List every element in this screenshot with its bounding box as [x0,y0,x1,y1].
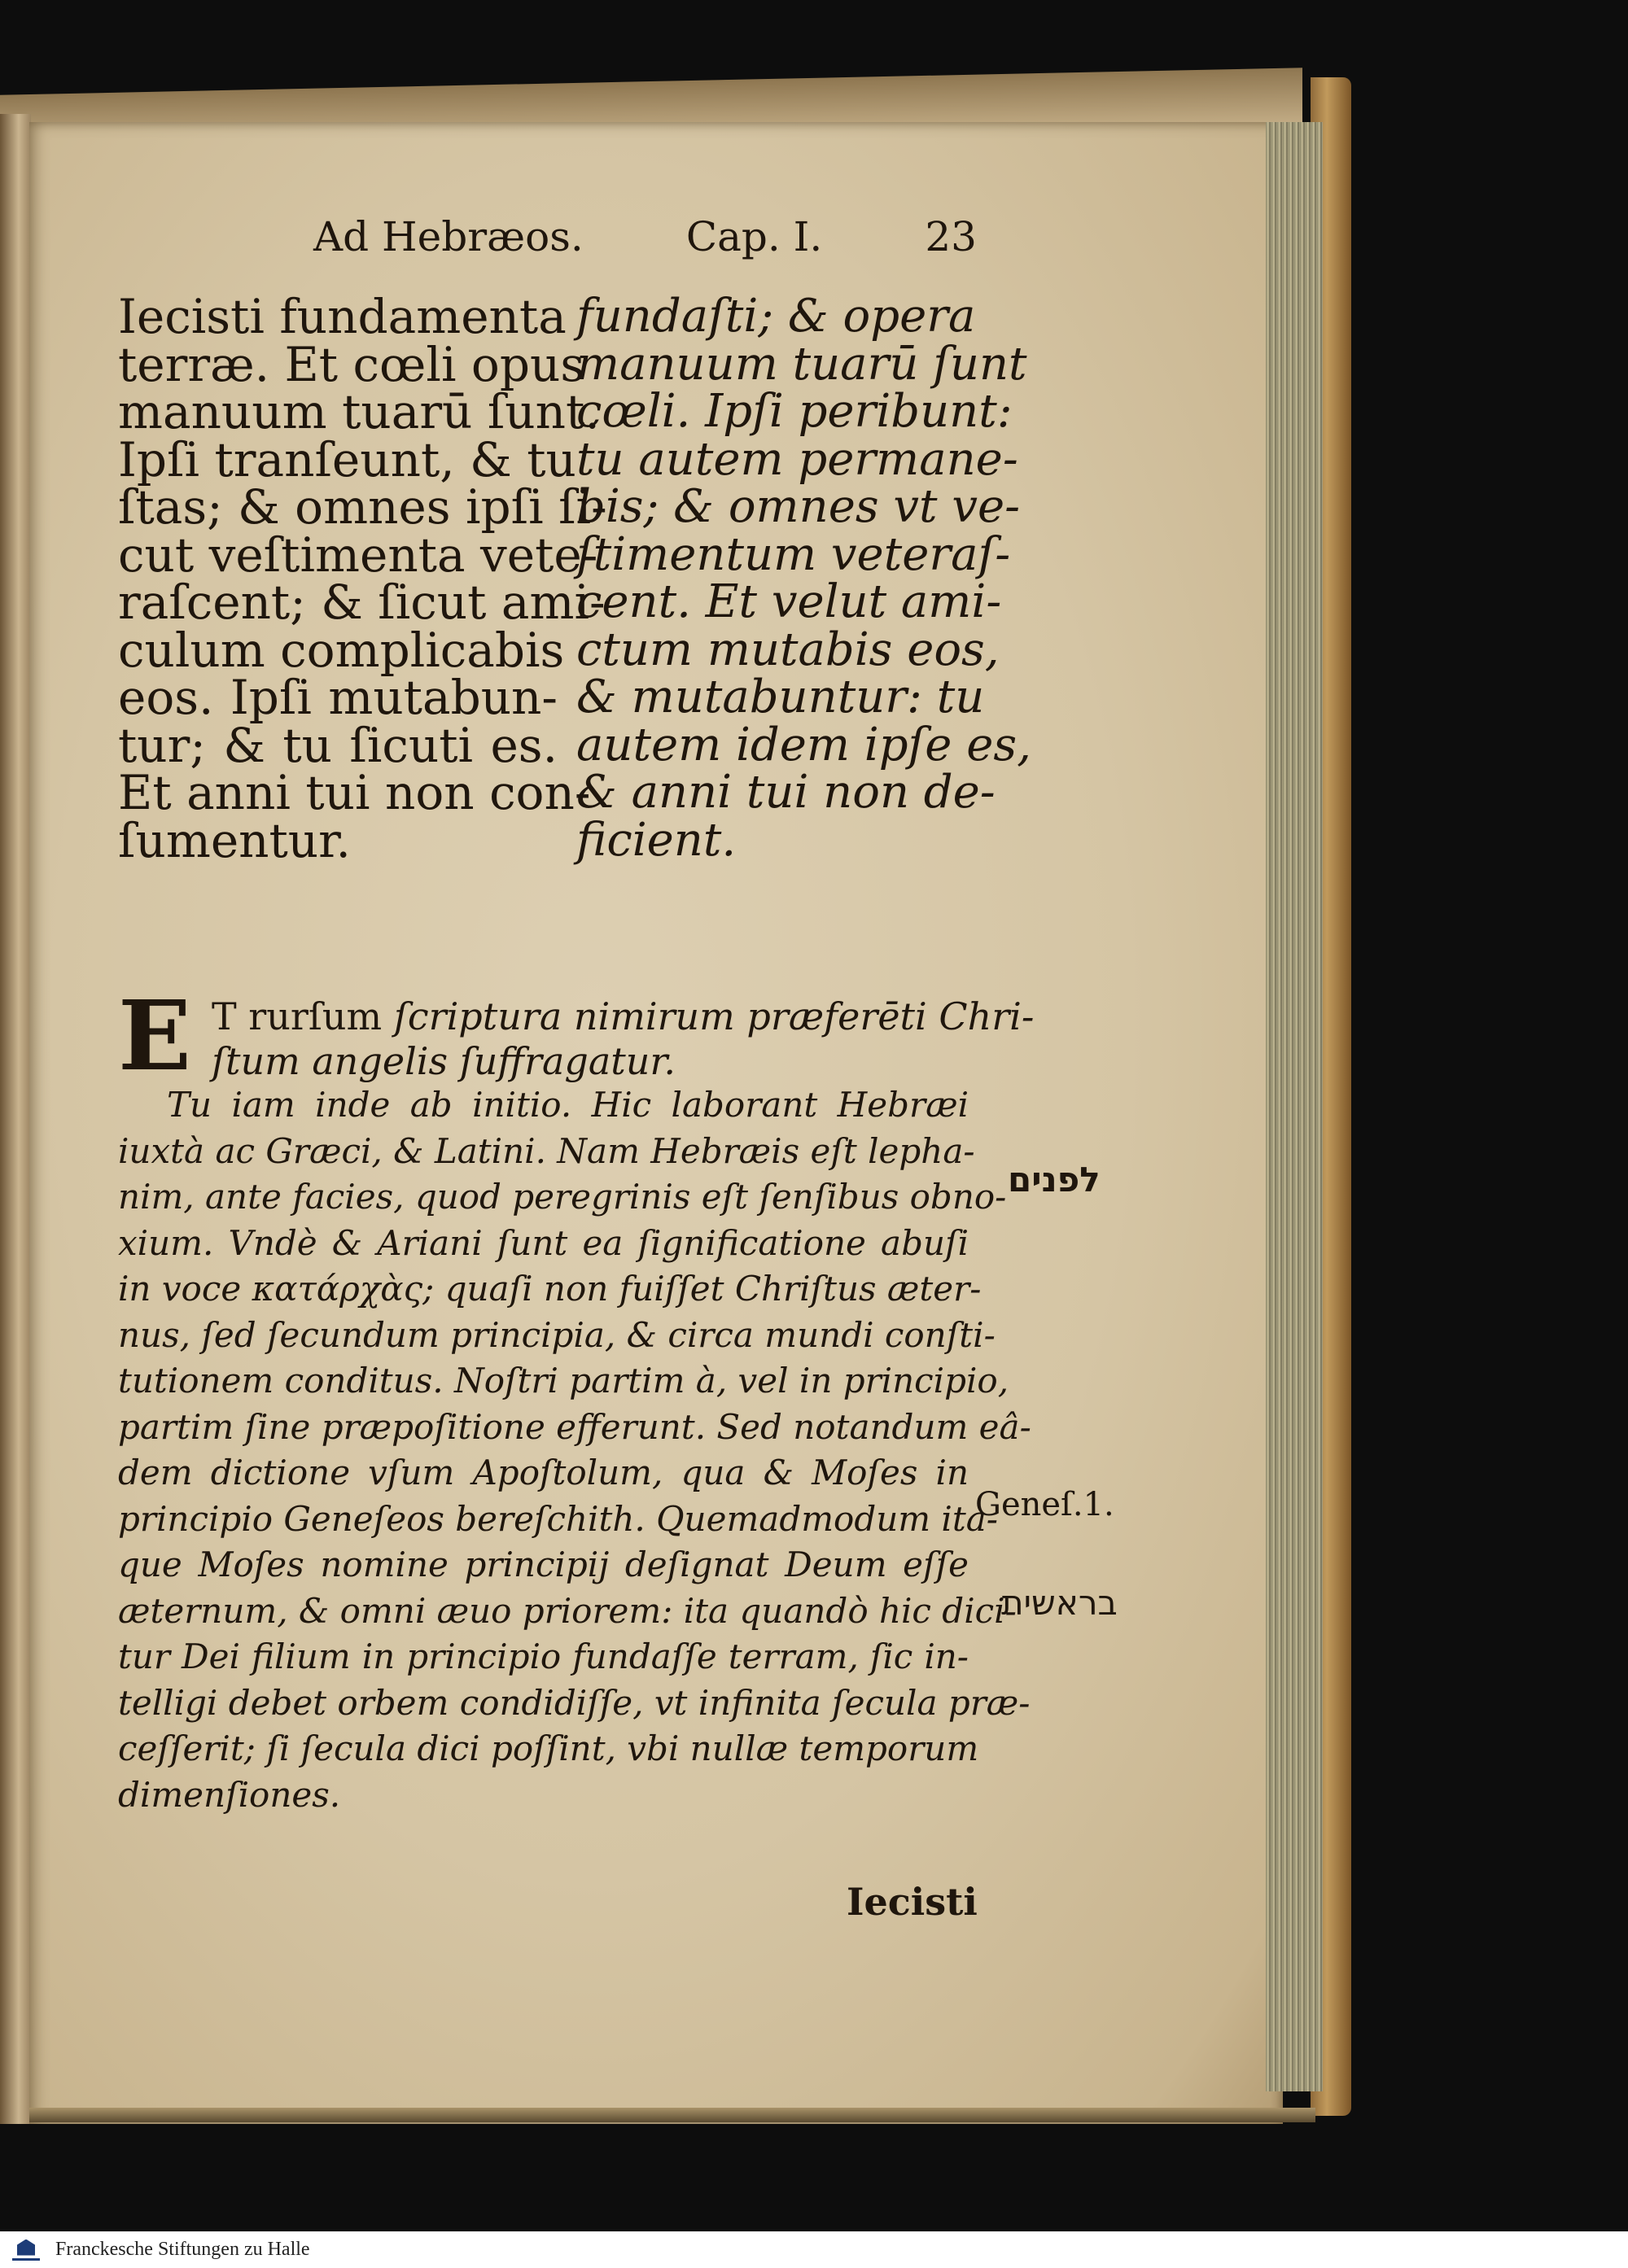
scripture-left-line: ſtas; & omnes ipſi ſi- [118,479,607,535]
chapter-label: Cap. I. [685,213,823,260]
scripture-left-line: eos. Ipſi mutabun- [118,670,558,725]
margin-genesis-reference: Geneſ.1. [975,1486,1114,1523]
commentary-line: iuxtà ac Græci, & Latini. Nam Hebræis eſt lepha- [118,1130,975,1171]
commentary-line: telligi debet orbem condidiſſe, vt infinita ſecula præ- [118,1682,1031,1723]
margin-hebrew-bereshith: בראשית [1001,1583,1118,1623]
paragraph-et-rursum [212,994,1035,1084]
commentary-line: partim ſine præpoſitione efferunt. Sed notandum eâ- [118,1406,1031,1447]
scripture-left-line: raſcent; & ſicut ami- [118,575,606,630]
book-cover-bottom [29,2108,1315,2122]
footer-institution-name: Franckesche Stiftungen zu Halle [55,2239,310,2260]
scripture-right-line: ctum mutabis eos, [576,623,1000,676]
footer-bar [0,2231,1628,2268]
commentary-line: tur Dei filium in principio fundaſſe terram, ſic in- [118,1637,969,1676]
commentary-line: que Moſes nomine principij deſignat Deum eſſe [118,1545,969,1584]
margin-hebrew-lephanim: לפנים [1008,1160,1101,1200]
commentary-line: nus, ſed ſecundum principia, & circa mundi conſti- [118,1314,996,1355]
scripture-right-line: tu autem permane- [576,432,1018,486]
scripture-right-line: fundaſti; & opera [576,290,976,343]
scripture-right-column [576,290,1031,867]
page-number: 23 [925,213,977,260]
scripture-left-line: Iecisti fundamenta [118,289,567,344]
scripture-right-line: ficient. [576,813,737,867]
commentary-line: æternum, & omni æuo priorem: ita quandò hic dici- [118,1590,1017,1631]
scripture-right-line: & anni tui non de- [576,766,996,819]
scripture-right-line: bis; & omnes vt ve- [576,480,1021,533]
drop-capital: E [118,979,191,1092]
scripture-right-line: cent. Et velut ami- [576,575,1002,628]
scripture-left-line: cut veſtimenta vete- [118,527,598,583]
et-rursum-line2: ſtum angelis ſuffragatur. [212,1039,676,1083]
scripture-left-line: culum complicabis [118,622,565,678]
scripture-right-line: cœli. Ipſi peribunt: [576,385,1013,438]
et-rursum-italic: ſcriptura nimirum præferēti Chri- [393,994,1035,1038]
running-header [313,213,977,270]
scripture-left-line: manuum tuarū ſunt. [118,384,600,439]
scripture-left-line: Et anni tui non con- [118,765,591,820]
running-title: Ad Hebræos. [313,213,584,260]
commentary-line: dem dictione vſum Apoſtolum, qua & Moſes in [118,1453,969,1492]
commentary-paragraph [118,1082,1031,1818]
page-stack-edge [1266,122,1323,2091]
commentary-line: nim, ante facies, quod peregrinis eſt ſenſibus obno- [118,1177,1007,1217]
commentary-line: ceſſerit; ſi ſecula dici poſſint, vbi nullæ temporum [118,1728,979,1768]
scripture-right-line: & mutabuntur: tu [576,671,985,723]
commentary-line: xium. Vndè & Ariani ſunt ea ſignificatione abuſi [118,1222,969,1263]
book-left-page-edge [0,114,31,2124]
scripture-right-line: ſtimentum veteraſ- [576,527,1011,581]
commentary-line: tutionem conditus. Noſtri partim à, vel in principio, [118,1361,1009,1401]
scripture-right-line: autem idem ipſe es, [576,718,1031,771]
scripture-left-line: Ipſi tranſeunt, & tu [118,431,576,487]
scripture-left-column [118,289,607,868]
commentary-line: in voce κατάρχὰς; quaſi non fuiſſet Chriſtus æter- [118,1269,982,1309]
scripture-left-line: tur; & tu ſicuti es. [118,717,558,773]
institution-logo-icon [10,2236,42,2264]
scripture-left-line: ſumentur. [118,812,351,868]
scripture-left-line: terræ. Et cœli opus [118,336,585,392]
commentary-line: principio Geneſeos bereſchith. Quemadmodum ita- [118,1498,998,1539]
commentary-line: dimenſiones. [118,1774,341,1815]
catchword: Iecisti [847,1880,978,1924]
scripture-right-line: manuum tuarū ſunt [576,337,1027,391]
et-rursum-plain: T rurſum [212,994,383,1038]
commentary-line: Tu iam inde ab initio. Hic laborant Hebræi [167,1085,969,1125]
